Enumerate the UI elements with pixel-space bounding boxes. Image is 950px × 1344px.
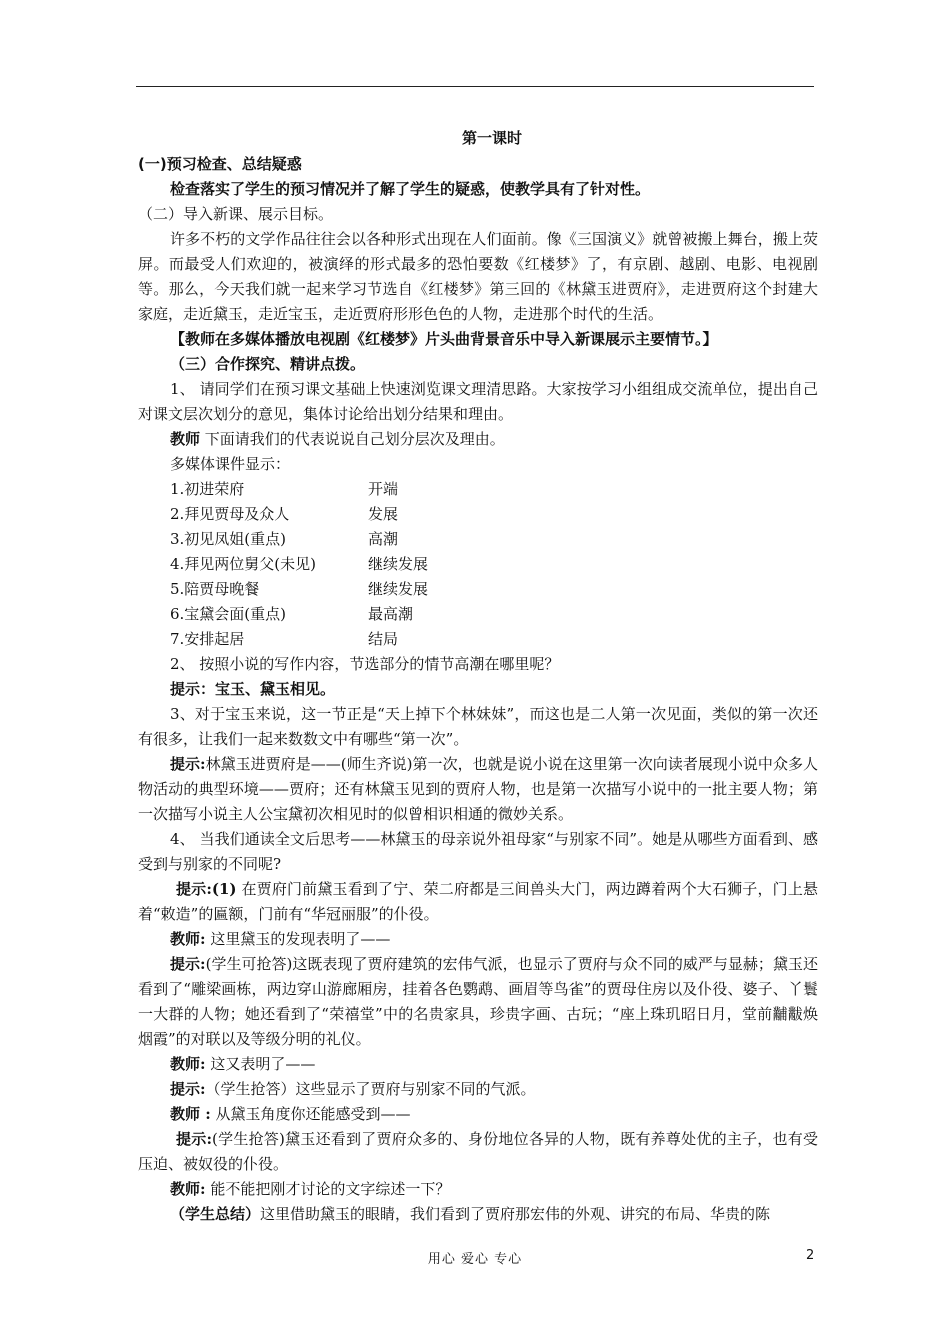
summary-text: 这里借助黛玉的眼睛，我们看到了贾府那宏伟的外观、讲究的布局、华贵的陈 <box>260 1205 771 1223</box>
outline-item: 2.拜见贾母及众人 <box>170 505 290 523</box>
teacher-line-2 <box>138 927 818 952</box>
question-4: 4、 当我们通读全文后思考——林黛玉的母亲说外祖母家“与别家不同”。她是从哪些方面看到、感受到与别家的不同呢? <box>138 830 818 873</box>
outline-item: 1.初进荣府 <box>170 480 245 498</box>
footer-motto: 用心 爱心 专心 <box>427 1252 523 1267</box>
hint-4b <box>138 952 818 1052</box>
hint-label: 提示: <box>170 1080 206 1098</box>
hint-4d <box>138 1127 818 1177</box>
outline-item: 4.拜见两位舅父(未见) <box>170 555 317 573</box>
question-3: 3、对于宝玉来说，这一节正是“天上掉下个林妹妹”，而这也是二人第一次见面，类似的第一次还有很多，让我们一起来数数文中有哪些“第一次”。 <box>138 705 818 748</box>
teacher-label: 教师: <box>170 1055 206 1073</box>
teacher-label: 教师: <box>170 1180 206 1198</box>
outline-item: 5.陪贾母晚餐 <box>170 580 260 598</box>
teacher-line-5 <box>138 1177 818 1202</box>
section-1-heading: (一)预习检查、总结疑惑 <box>138 155 302 173</box>
outline-row <box>138 477 818 502</box>
teacher-text: 这又表明了—— <box>205 1055 316 1073</box>
hint-text: 林黛玉进贾府是——(师生齐说)第一次，也就是说小说在这里第一次向读者展现小说中众多人物活动的典型环境——贾府；还有林黛玉见到的贾府人物，也是第一次描写小说中的一批主要人物；第一次描写小说主人公宝黛初次相见时的似曾相识相通的微妙关系。 <box>138 755 818 823</box>
teacher-text: 这里黛玉的发现表明了—— <box>205 930 391 948</box>
hint-text: （学生抢答）这些显示了贾府与别家不同的气派。 <box>205 1080 536 1098</box>
hint-label: 提示:(1) <box>176 880 237 898</box>
teacher-text: 能不能把刚才讨论的文字综述一下？ <box>205 1180 451 1198</box>
outline-row <box>138 527 818 552</box>
hint-4c <box>138 1077 818 1102</box>
outline-stage: 继续发展 <box>368 555 429 573</box>
hint-4a <box>138 877 818 927</box>
teacher-line-4 <box>138 1102 818 1127</box>
hint-label: 提示: <box>170 955 206 973</box>
outline-stage: 结局 <box>368 630 399 648</box>
outline-stage: 发展 <box>368 505 399 523</box>
outline-row <box>138 552 818 577</box>
outline-row <box>138 577 818 602</box>
teacher-line-1 <box>138 427 818 452</box>
section-2-heading: （二）导入新课、展示目标。 <box>138 205 334 223</box>
page-number: 2 <box>806 1248 815 1263</box>
outline-stage: 最高潮 <box>368 605 414 623</box>
hint-label: 提示: <box>176 1130 213 1148</box>
outline-row <box>138 627 818 652</box>
teacher-text: 从黛玉角度你还能感受到—— <box>210 1105 411 1123</box>
hint-2: 提示：宝玉、黛玉相见。 <box>170 680 336 698</box>
lesson-title: 第一课时 <box>461 129 522 147</box>
section-2-intro: 许多不朽的文学作品往往会以各种形式出现在人们面前。像《三国演义》就曾被搬上舞台，搬上荧屏。而最受人们欢迎的，被演绎的形式最多的恐怕要数《红楼梦》了，有京剧、越剧、电影、电视剧等。那么，今天我们就一起来学习节选自《红楼梦》第三回的《林黛玉进贾府》，走进贾府这个封建大家庭，走近黛玉，走近宝玉，走近贾府形形色色的人物，走进那个时代的生活。 <box>138 230 818 323</box>
summary-label: （学生总结） <box>170 1205 261 1223</box>
plot-outline <box>138 477 818 652</box>
hint-label: 提示: <box>170 755 206 773</box>
outline-row <box>138 602 818 627</box>
section-1-body: 检查落实了学生的预习情况并了解了学生的疑惑，使教学具有了针对性。 <box>170 180 651 198</box>
document-body <box>138 124 818 1227</box>
outline-item: 3.初见凤姐(重点) <box>170 530 287 548</box>
teacher-label: 教师 : <box>170 1105 211 1123</box>
question-2: 2、 按照小说的写作内容，节选部分的情节高潮在哪里呢？ <box>170 655 560 673</box>
outline-stage: 开端 <box>368 480 399 498</box>
hint-text: 在贾府门前黛玉看到了宁、荣二府都是三间兽头大门，两边蹲着两个大石狮子，门上悬着“敕造”的匾额，门前有“华冠丽服”的仆役。 <box>138 880 818 923</box>
section-3-heading: （三）合作探究、精讲点拨。 <box>170 355 366 373</box>
hint-text: (学生可抢答)这既表现了贾府建筑的宏伟气派，也显示了贾府与众不同的威严与显赫；黛玉还看到了“雕梁画栋，两边穿山游廊厢房，挂着各色鹦鹉、画眉等鸟雀”的贾母住房以及仆役、婆子、丫鬟一大群的人物；她还看到了“荣禧堂”中的名贵家具，珍贵字画、古玩；“座上珠玑昭日月，堂前黼黻焕烟霞”的对联以及等级分明的礼仪。 <box>138 955 818 1048</box>
question-1: 1、 请同学们在预习课文基础上快速浏览课文理清思路。大家按学习小组组成交流单位，提出自己对课文层次划分的意见，集体讨论给出划分结果和理由。 <box>138 380 818 423</box>
teacher-line-3 <box>138 1052 818 1077</box>
outline-stage: 高潮 <box>368 530 399 548</box>
outline-stage: 继续发展 <box>368 580 429 598</box>
outline-row <box>138 502 818 527</box>
teacher-text: 下面请我们的代表说说自己划分层次及理由。 <box>200 430 505 448</box>
student-summary <box>138 1202 818 1227</box>
hint-text: (学生抢答)黛玉还看到了贾府众多的、身份地位各异的人物，既有养尊处优的主子，也有受压迫、被奴役的仆役。 <box>138 1130 818 1173</box>
outline-item: 7.安排起居 <box>170 630 245 648</box>
teacher-label: 教师 <box>170 430 201 448</box>
media-caption: 多媒体课件显示： <box>170 455 291 473</box>
teacher-label: 教师: <box>170 930 206 948</box>
header-rule <box>136 86 814 87</box>
outline-item: 6.宝黛会面(重点) <box>170 605 287 623</box>
section-2-note: 【教师在多媒体播放电视剧《红楼梦》片头曲背景音乐中导入新课展示主要情节。】 <box>170 330 718 348</box>
hint-3 <box>138 752 818 827</box>
